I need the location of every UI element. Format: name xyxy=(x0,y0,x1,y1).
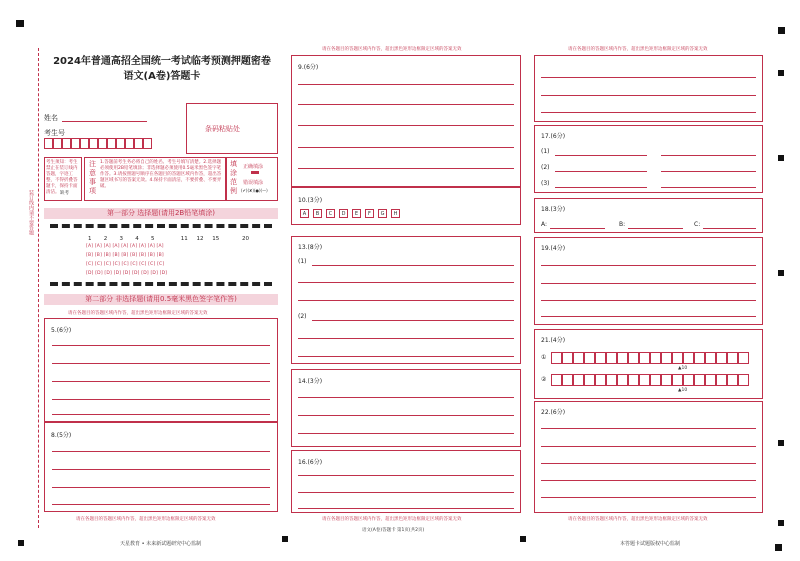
q13-part1: (1) xyxy=(298,258,307,265)
barcode-label: 条码粘贴处 xyxy=(205,125,240,133)
section2-title: 第二部分 非选择题(请用0.5毫米黑色签字笔作答) xyxy=(44,294,278,305)
positioning-mark xyxy=(16,20,24,27)
region-note-top-3: 请在各题目的答题区域内作答，超出黑色矩形边框限定区域的答案无效 xyxy=(568,47,708,52)
answer-box-q16[interactable] xyxy=(291,450,521,513)
notice-left-small: 缺考 xyxy=(60,191,69,196)
wrong-fill-label: 错误填涂 xyxy=(243,180,264,186)
positioning-mark xyxy=(520,536,526,542)
answer-box-q21[interactable] xyxy=(534,329,763,399)
q13-label: 13.(8分) xyxy=(298,244,323,251)
positioning-mark xyxy=(18,540,24,546)
q17-part1: (1) xyxy=(541,148,550,155)
answer-box-q8[interactable] xyxy=(44,422,278,512)
q21-count-2: ▲10 xyxy=(678,388,688,393)
wrong-fill-sample: (✔)(✘)(●)(—) xyxy=(241,188,268,193)
q21-part2: ② xyxy=(541,376,547,383)
q18-blank-b: B: xyxy=(619,221,626,228)
region-note-top-2: 请在各题目的答题区域内作答，超出黑色矩形边框限定区域的答案无效 xyxy=(322,47,462,52)
q21-grid-1[interactable] xyxy=(551,352,749,364)
answer-box-q19[interactable] xyxy=(534,237,763,325)
side-vertical-text: 装订线内请不要答题 xyxy=(28,190,34,235)
correct-fill-label: 正确填涂 xyxy=(243,164,264,170)
answer-box-q14[interactable] xyxy=(291,369,521,447)
notice-side-title: 注意事项 xyxy=(89,160,96,195)
name-label: 姓名 xyxy=(44,114,58,122)
q21-grid-2[interactable] xyxy=(551,374,749,386)
q18-blank-a: A: xyxy=(541,221,548,228)
q10-option-e[interactable]: E xyxy=(352,209,361,218)
positioning-mark xyxy=(778,155,784,161)
q10-option-a[interactable]: A xyxy=(300,209,309,218)
q10-option-h[interactable]: H xyxy=(391,209,400,218)
exam-no-label: 考生号 xyxy=(44,129,65,137)
binding-line xyxy=(38,48,39,528)
footer-left: 天星教育 • 未来新试题研究中心监制 xyxy=(120,541,202,547)
q10-label: 10.(3分) xyxy=(298,197,323,204)
mcq-column-headers: 1 2 3 4 5 11 12 15 20 xyxy=(88,236,249,242)
mcq-row-c[interactable]: [C] [C] [C] [C] [C] [C] [C] [C] [C] xyxy=(86,262,165,267)
mcq-row-d[interactable]: [D] [D] [D] [D] [D] [D] [D] [D] [D] xyxy=(86,271,168,276)
positioning-mark xyxy=(778,520,784,526)
positioning-mark xyxy=(778,27,785,34)
region-note: 请在各题目的答题区域内作答，超出黑色矩形边框限定区域的答案无效 xyxy=(68,311,208,316)
mcq-row-b[interactable]: [B] [B] [B] [B] [B] [B] [B] [B] [B] xyxy=(86,253,164,258)
q9-label: 9.(6分) xyxy=(298,64,319,71)
q10-option-f[interactable]: F xyxy=(365,209,374,218)
q14-label: 14.(3分) xyxy=(298,378,323,385)
q16-label: 16.(6分) xyxy=(298,459,323,466)
region-note-bottom-3: 请在各题目的答题区域内作答，超出黑色矩形边框限定区域的答案无效 xyxy=(568,517,708,522)
exam-no-boxes[interactable] xyxy=(44,138,152,149)
exam-title: 2024年普通高招全国统一考试临考预测押题密卷 xyxy=(53,56,271,67)
positioning-mark xyxy=(778,440,784,446)
positioning-mark xyxy=(282,536,288,542)
q17-part3: (3) xyxy=(541,180,550,187)
q8-label: 8.(5分) xyxy=(51,432,72,439)
q17-part2: (2) xyxy=(541,164,550,171)
card-title: 语文(A卷)答题卡 xyxy=(123,71,201,82)
q10-option-g[interactable]: G xyxy=(378,209,387,218)
q10-option-c[interactable]: C xyxy=(326,209,335,218)
answer-box-q5[interactable] xyxy=(44,318,278,422)
q19-label: 19.(4分) xyxy=(541,245,566,252)
q21-part1: ① xyxy=(541,354,547,361)
positioning-mark xyxy=(775,544,782,551)
footer-middle: 语文(A卷)答题卡 第1页(共2页) xyxy=(362,528,425,533)
q18-blank-c: C: xyxy=(694,221,701,228)
q17-label: 17.(6分) xyxy=(541,133,566,140)
q21-count-1: ▲10 xyxy=(678,366,688,371)
q5-label: 5.(6分) xyxy=(51,327,72,334)
q10-option-b[interactable]: B xyxy=(313,209,322,218)
mcq-row-a[interactable]: [A] [A] [A] [A] [A] [A] [A] [A] [A] xyxy=(86,244,164,249)
notice-left-text: 考生须知：考生禁止在装订线内答题，字迹工整，不得折叠答题卡，保持卡面清洁。 xyxy=(46,160,78,195)
section1-title: 第一部分 选择题(请用2B铅笔填涂) xyxy=(44,208,278,219)
q10-option-d[interactable]: D xyxy=(339,209,348,218)
correct-fill-sample xyxy=(251,171,259,174)
notice-body: 1.答题前考生务必将自己的姓名、考生号填写清楚。2.选择题必须使用2B铅笔填涂；非选择题必须使用0.5毫米黑色签字笔作答。3.请按照题号顺序在各题目的答题区域内作答，超出答题区域书写的答案无效。4.保持卡面清洁，不要折叠、不要弄破。 xyxy=(100,160,222,189)
positioning-mark xyxy=(778,70,784,76)
answer-box-q10[interactable] xyxy=(291,187,521,225)
q22-label: 22.(6分) xyxy=(541,409,566,416)
fill-example-title: 填涂范例 xyxy=(230,160,237,195)
answer-box-q17[interactable] xyxy=(534,125,763,193)
name-field[interactable] xyxy=(62,121,147,122)
region-note-bottom-2: 请在各题目的答题区域内作答，超出黑色矩形边框限定区域的答案无效 xyxy=(322,517,462,522)
positioning-mark xyxy=(778,270,784,276)
q18-label: 18.(3分) xyxy=(541,206,566,213)
q21-label: 21.(4分) xyxy=(541,337,566,344)
footer-right: 本答题卡试题版权中心监制 xyxy=(620,541,681,547)
q13-part2: (2) xyxy=(298,313,307,320)
region-note-bottom-1: 请在各题目的答题区域内作答，超出黑色矩形边框限定区域的答案无效 xyxy=(76,517,216,522)
